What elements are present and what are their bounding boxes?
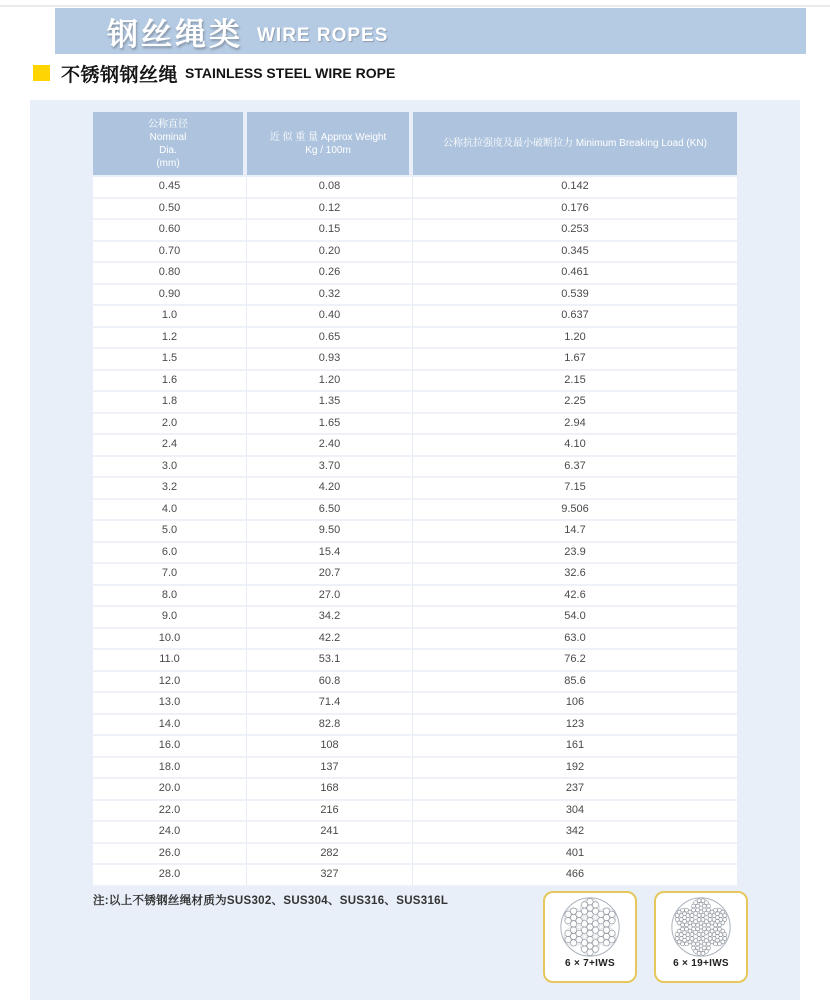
table-cell: 2.94 xyxy=(413,414,737,436)
table-cell: 1.0 xyxy=(93,306,247,328)
table-cell: 1.65 xyxy=(247,414,413,436)
table-cell: 5.0 xyxy=(93,521,247,543)
table-row xyxy=(93,263,737,285)
table-row xyxy=(93,844,737,866)
table-row xyxy=(93,500,737,522)
table-header-row xyxy=(93,112,737,177)
table-cell: 0.539 xyxy=(413,285,737,307)
table-cell: 0.15 xyxy=(247,220,413,242)
table-row xyxy=(93,285,737,307)
table-cell: 0.253 xyxy=(413,220,737,242)
table-cell: 63.0 xyxy=(413,629,737,651)
col-header-nominal-diameter xyxy=(93,112,247,177)
table-cell: 282 xyxy=(247,844,413,866)
table-cell: 168 xyxy=(247,779,413,801)
table-cell: 1.35 xyxy=(247,392,413,414)
page-banner xyxy=(55,8,806,54)
table-row xyxy=(93,715,737,737)
table-row xyxy=(93,865,737,887)
table-row xyxy=(93,801,737,823)
rope-cross-section-6x19-icon xyxy=(667,896,735,958)
table-cell: 14.0 xyxy=(93,715,247,737)
table-cell: 3.0 xyxy=(93,457,247,479)
table-cell: 18.0 xyxy=(93,758,247,780)
table-cell: 76.2 xyxy=(413,650,737,672)
table-cell: 0.637 xyxy=(413,306,737,328)
table-cell: 53.1 xyxy=(247,650,413,672)
table-row xyxy=(93,758,737,780)
table-cell: 9.50 xyxy=(247,521,413,543)
section-title-en: STAINLESS STEEL WIRE ROPE xyxy=(185,65,396,81)
table-cell: 11.0 xyxy=(93,650,247,672)
table-cell: 32.6 xyxy=(413,564,737,586)
table-cell: 2.15 xyxy=(413,371,737,393)
header-line: Kg / 100m xyxy=(305,144,351,156)
table-cell: 137 xyxy=(247,758,413,780)
table-cell: 466 xyxy=(413,865,737,887)
table-row xyxy=(93,543,737,565)
table-cell: 0.20 xyxy=(247,242,413,264)
table-cell: 22.0 xyxy=(93,801,247,823)
table-cell: 0.45 xyxy=(93,177,247,199)
material-note: 注:以上不锈钢丝绳材质为SUS302、SUS304、SUS316、SUS316L xyxy=(93,895,449,907)
table-cell: 0.60 xyxy=(93,220,247,242)
table-cell: 4.0 xyxy=(93,500,247,522)
table-cell: 2.25 xyxy=(413,392,737,414)
table-cell: 327 xyxy=(247,865,413,887)
table-cell: 106 xyxy=(413,693,737,715)
table-cell: 0.70 xyxy=(93,242,247,264)
table-cell: 12.0 xyxy=(93,672,247,694)
table-row xyxy=(93,736,737,758)
table-cell: 1.8 xyxy=(93,392,247,414)
table-cell: 123 xyxy=(413,715,737,737)
table-row xyxy=(93,478,737,500)
header-line: (mm) xyxy=(156,157,180,169)
table-cell: 0.345 xyxy=(413,242,737,264)
table-cell: 26.0 xyxy=(93,844,247,866)
table-cell: 2.0 xyxy=(93,414,247,436)
table-cell: 34.2 xyxy=(247,607,413,629)
header-line: 近 似 重 量 Approx Weight xyxy=(269,131,387,143)
table-cell: 60.8 xyxy=(247,672,413,694)
page-title-zh: 钢丝绳类 xyxy=(107,16,243,52)
table-cell: 20.0 xyxy=(93,779,247,801)
table-row xyxy=(93,177,737,199)
table-row xyxy=(93,457,737,479)
table-cell: 4.20 xyxy=(247,478,413,500)
table-cell: 0.80 xyxy=(93,263,247,285)
section-title xyxy=(33,61,395,85)
yellow-bullet-icon xyxy=(33,65,50,81)
table-cell: 14.7 xyxy=(413,521,737,543)
page-top-divider xyxy=(0,5,830,7)
table-row xyxy=(93,586,737,608)
table-cell: 2.40 xyxy=(247,435,413,457)
rope-diagram-card-6x19 xyxy=(654,891,748,983)
rope-diagram-card-6x7 xyxy=(543,891,637,983)
table-cell: 1.20 xyxy=(247,371,413,393)
table-cell: 0.461 xyxy=(413,263,737,285)
table-cell: 3.70 xyxy=(247,457,413,479)
table-cell: 237 xyxy=(413,779,737,801)
table-cell: 0.176 xyxy=(413,199,737,221)
table-cell: 28.0 xyxy=(93,865,247,887)
table-row xyxy=(93,435,737,457)
table-row xyxy=(93,629,737,651)
col-header-approx-weight xyxy=(247,112,413,177)
table-row xyxy=(93,650,737,672)
table-cell: 23.9 xyxy=(413,543,737,565)
table-cell: 1.6 xyxy=(93,371,247,393)
table-cell: 108 xyxy=(247,736,413,758)
table-cell: 13.0 xyxy=(93,693,247,715)
table-row xyxy=(93,199,737,221)
table-cell: 0.32 xyxy=(247,285,413,307)
spec-table-body xyxy=(93,177,737,887)
table-cell: 82.8 xyxy=(247,715,413,737)
table-row xyxy=(93,349,737,371)
table-row xyxy=(93,328,737,350)
table-cell: 20.7 xyxy=(247,564,413,586)
table-cell: 6.50 xyxy=(247,500,413,522)
table-cell: 0.90 xyxy=(93,285,247,307)
table-cell: 0.26 xyxy=(247,263,413,285)
table-cell: 192 xyxy=(413,758,737,780)
table-cell: 6.37 xyxy=(413,457,737,479)
table-cell: 7.0 xyxy=(93,564,247,586)
header-line: 公称直径 xyxy=(148,118,188,130)
table-cell: 342 xyxy=(413,822,737,844)
table-cell: 4.10 xyxy=(413,435,737,457)
table-cell: 71.4 xyxy=(247,693,413,715)
table-cell: 216 xyxy=(247,801,413,823)
table-cell: 304 xyxy=(413,801,737,823)
table-row xyxy=(93,672,737,694)
table-cell: 1.2 xyxy=(93,328,247,350)
table-row xyxy=(93,521,737,543)
table-cell: 3.2 xyxy=(93,478,247,500)
rope-diagram-label: 6 × 7+IWS xyxy=(565,958,615,969)
table-cell: 6.0 xyxy=(93,543,247,565)
table-cell: 1.5 xyxy=(93,349,247,371)
table-cell: 2.4 xyxy=(93,435,247,457)
table-cell: 7.15 xyxy=(413,478,737,500)
table-cell: 24.0 xyxy=(93,822,247,844)
table-cell: 54.0 xyxy=(413,607,737,629)
table-row xyxy=(93,371,737,393)
table-cell: 9.0 xyxy=(93,607,247,629)
table-cell: 1.20 xyxy=(413,328,737,350)
col-header-min-breaking-load xyxy=(413,112,737,177)
table-cell: 8.0 xyxy=(93,586,247,608)
table-row xyxy=(93,306,737,328)
table-cell: 16.0 xyxy=(93,736,247,758)
table-row xyxy=(93,564,737,586)
content-panel xyxy=(30,100,800,1000)
table-cell: 9.506 xyxy=(413,500,737,522)
table-cell: 401 xyxy=(413,844,737,866)
rope-cross-section-6x7-icon xyxy=(556,896,624,958)
table-row xyxy=(93,693,737,715)
table-cell: 10.0 xyxy=(93,629,247,651)
table-cell: 85.6 xyxy=(413,672,737,694)
header-line: Dia. xyxy=(159,144,177,156)
table-row xyxy=(93,779,737,801)
table-cell: 0.50 xyxy=(93,199,247,221)
table-cell: 1.67 xyxy=(413,349,737,371)
wire-rope-spec-table xyxy=(93,112,737,887)
page-title-en: WIRE ROPES xyxy=(257,25,389,46)
table-cell: 42.6 xyxy=(413,586,737,608)
table-row xyxy=(93,392,737,414)
table-cell: 0.93 xyxy=(247,349,413,371)
table-cell: 0.65 xyxy=(247,328,413,350)
table-cell: 161 xyxy=(413,736,737,758)
header-line: Nominal xyxy=(149,131,187,143)
table-row xyxy=(93,607,737,629)
table-cell: 0.12 xyxy=(247,199,413,221)
table-cell: 0.142 xyxy=(413,177,737,199)
table-row xyxy=(93,414,737,436)
section-title-zh: 不锈钢钢丝绳 xyxy=(61,64,179,86)
table-cell: 27.0 xyxy=(247,586,413,608)
table-cell: 0.40 xyxy=(247,306,413,328)
table-cell: 42.2 xyxy=(247,629,413,651)
table-cell: 15.4 xyxy=(247,543,413,565)
table-row xyxy=(93,822,737,844)
table-cell: 0.08 xyxy=(247,177,413,199)
table-cell: 241 xyxy=(247,822,413,844)
table-row xyxy=(93,220,737,242)
rope-diagram-label: 6 × 19+IWS xyxy=(673,958,729,969)
table-row xyxy=(93,242,737,264)
header-line: 公称抗拉强度及最小破断拉力 Minimum Breaking Load (KN) xyxy=(443,138,707,149)
